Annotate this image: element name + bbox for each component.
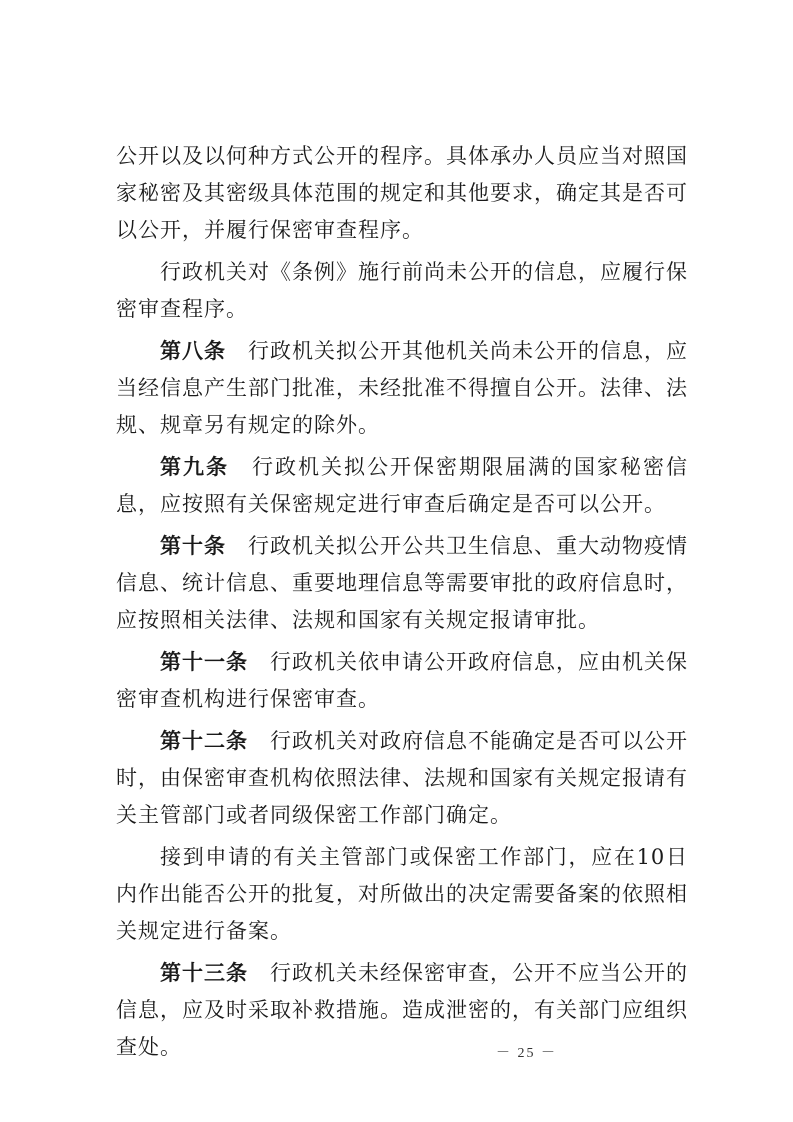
paragraph-text: 公开以及以何种方式公开的程序。具体承办人员应当对照国家秘密及其密级具体范围的规定和其他要求，确定其是否可以公开，并履行保密审查程序。 [116, 144, 688, 242]
paragraph-text: 行政机关对《条例》施行前尚未公开的信息，应履行保密审查程序。 [116, 260, 688, 321]
article-heading: 第十一条 [160, 650, 248, 674]
paragraph-text: 行政机关未经保密审查，公开不应当公开的信息，应及时采取补救措施。造成泄密的，有关部门应组织查处。 [116, 961, 688, 1059]
article-heading: 第十三条 [160, 961, 248, 985]
article-10 [116, 528, 688, 639]
article-12 [116, 723, 688, 834]
article-heading: 第九条 [160, 455, 229, 479]
paragraph-text: 行政机关拟公开保密期限届满的国家秘密信息，应按照有关保密规定进行审查后确定是否可以公开。 [116, 455, 688, 516]
article-heading: 第八条 [160, 339, 226, 363]
page-number: － 25 － [496, 1046, 557, 1061]
article-9 [116, 449, 688, 523]
paragraph-text: 接到申请的有关主管部门或保密工作部门，应在10日内作出能否公开的批复，对所做出的决定需要备案的依照相关规定进行备案。 [116, 845, 688, 943]
paragraph-text: 行政机关对政府信息不能确定是否可以公开时，由保密审查机构依照法律、法规和国家有关规定报请有关主管部门或者同级保密工作部门确定。 [116, 729, 688, 827]
paragraph-continuation [116, 138, 688, 249]
article-heading: 第十二条 [160, 729, 248, 753]
paragraph [116, 839, 688, 950]
paragraph-text: 行政机关拟公开公共卫生信息、重大动物疫情信息、统计信息、重要地理信息等需要审批的政府信息时，应按照相关法律、法规和国家有关规定报请审批。 [116, 534, 688, 632]
article-8 [116, 333, 688, 444]
document-body [116, 138, 688, 1071]
paragraph-text: 行政机关依申请公开政府信息，应由机关保密审查机构进行保密审查。 [116, 650, 688, 711]
article-11 [116, 644, 688, 718]
paragraph-text: 行政机关拟公开其他机关尚未公开的信息，应当经信息产生部门批准，未经批准不得擅自公开。法律、法规、规章另有规定的除外。 [116, 339, 688, 437]
article-heading: 第十条 [160, 534, 226, 558]
paragraph [116, 254, 688, 328]
